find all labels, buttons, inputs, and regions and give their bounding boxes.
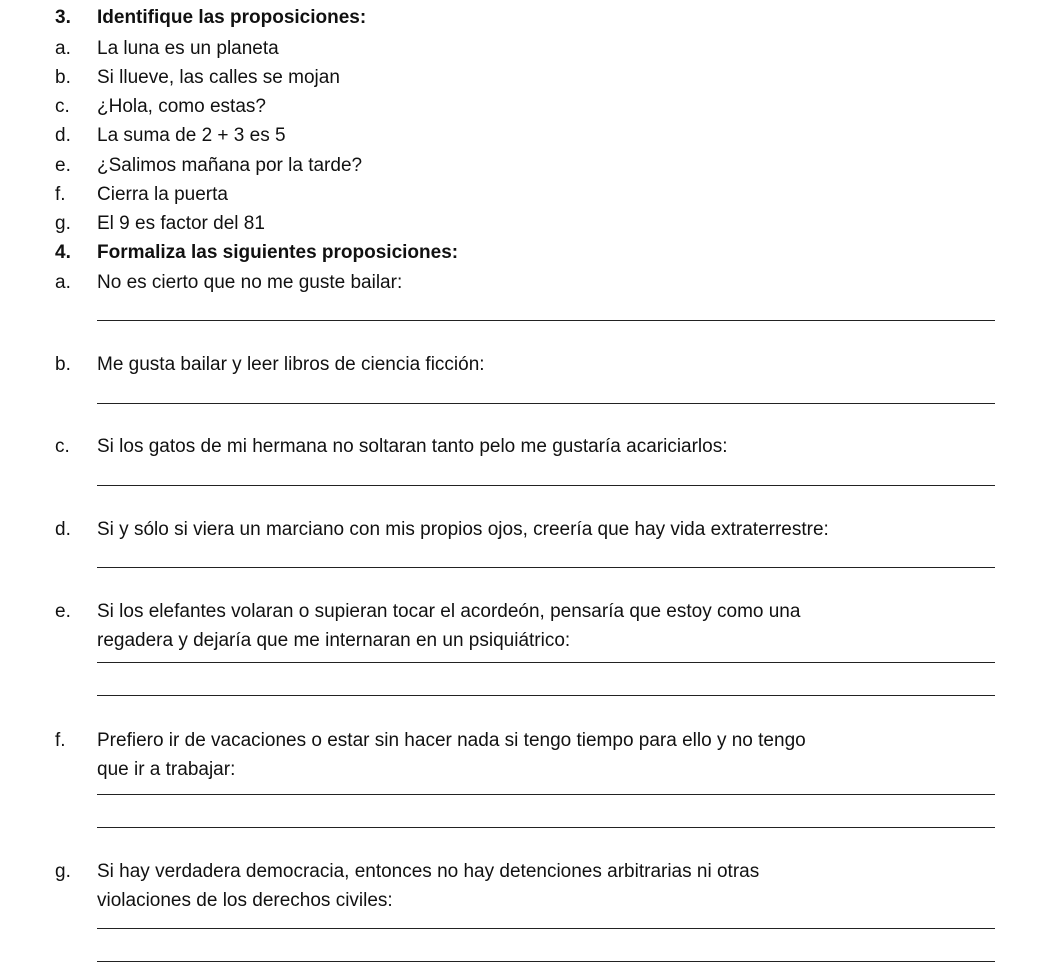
item-text: Prefiero ir de vacaciones o estar sin hacer nada si tengo tiempo para ello y no tengo [97, 730, 806, 751]
answer-line[interactable] [97, 485, 995, 486]
item-text: Si hay verdadera democracia, entonces no hay detenciones arbitrarias ni otras [97, 861, 760, 882]
section-number: 3. [55, 7, 71, 28]
answer-line[interactable] [97, 567, 995, 568]
item-text: Si los elefantes volaran o supieran tocar el acordeón, pensaría que estoy como una [97, 601, 801, 622]
item-letter: d. [55, 125, 71, 146]
item-letter: a. [55, 272, 71, 293]
item-letter: b. [55, 354, 71, 375]
item-text: La luna es un planeta [97, 38, 279, 59]
item-text: Si llueve, las calles se mojan [97, 67, 340, 88]
item-text: ¿Salimos mañana por la tarde? [97, 155, 363, 176]
item-text: Si los gatos de mi hermana no soltaran tanto pelo me gustaría acariciarlos: [97, 436, 728, 457]
item-text: El 9 es factor del 81 [97, 213, 265, 234]
section-number: 4. [55, 242, 71, 263]
answer-line[interactable] [97, 928, 995, 929]
item-text: ¿Hola, como estas? [97, 96, 266, 117]
answer-line[interactable] [97, 827, 995, 828]
item-letter: e. [55, 155, 71, 176]
answer-line[interactable] [97, 794, 995, 795]
section-title: Identifique las proposiciones: [97, 7, 367, 28]
answer-line[interactable] [97, 961, 995, 962]
item-letter: g. [55, 213, 71, 234]
item-letter: a. [55, 38, 71, 59]
item-text: Si y sólo si viera un marciano con mis propios ojos, creería que hay vida extraterrestre: [97, 519, 829, 540]
item-text: regadera y dejaría que me internaran en un psiquiátrico: [97, 630, 571, 651]
answer-line[interactable] [97, 695, 995, 696]
item-text: Cierra la puerta [97, 184, 228, 205]
item-text: Me gusta bailar y leer libros de ciencia ficción: [97, 354, 485, 375]
item-letter: c. [55, 436, 70, 457]
item-letter: f. [55, 184, 66, 205]
item-letter: c. [55, 96, 70, 117]
item-letter: e. [55, 601, 71, 622]
item-letter: g. [55, 861, 71, 882]
item-text: La suma de 2 + 3 es 5 [97, 125, 286, 146]
item-letter: d. [55, 519, 71, 540]
item-text: violaciones de los derechos civiles: [97, 890, 393, 911]
answer-line[interactable] [97, 662, 995, 663]
section-title: Formaliza las siguientes proposiciones: [97, 242, 459, 263]
answer-line[interactable] [97, 403, 995, 404]
item-text: que ir a trabajar: [97, 759, 236, 780]
item-letter: b. [55, 67, 71, 88]
item-letter: f. [55, 730, 66, 751]
answer-line[interactable] [97, 320, 995, 321]
item-text: No es cierto que no me guste bailar: [97, 272, 403, 293]
